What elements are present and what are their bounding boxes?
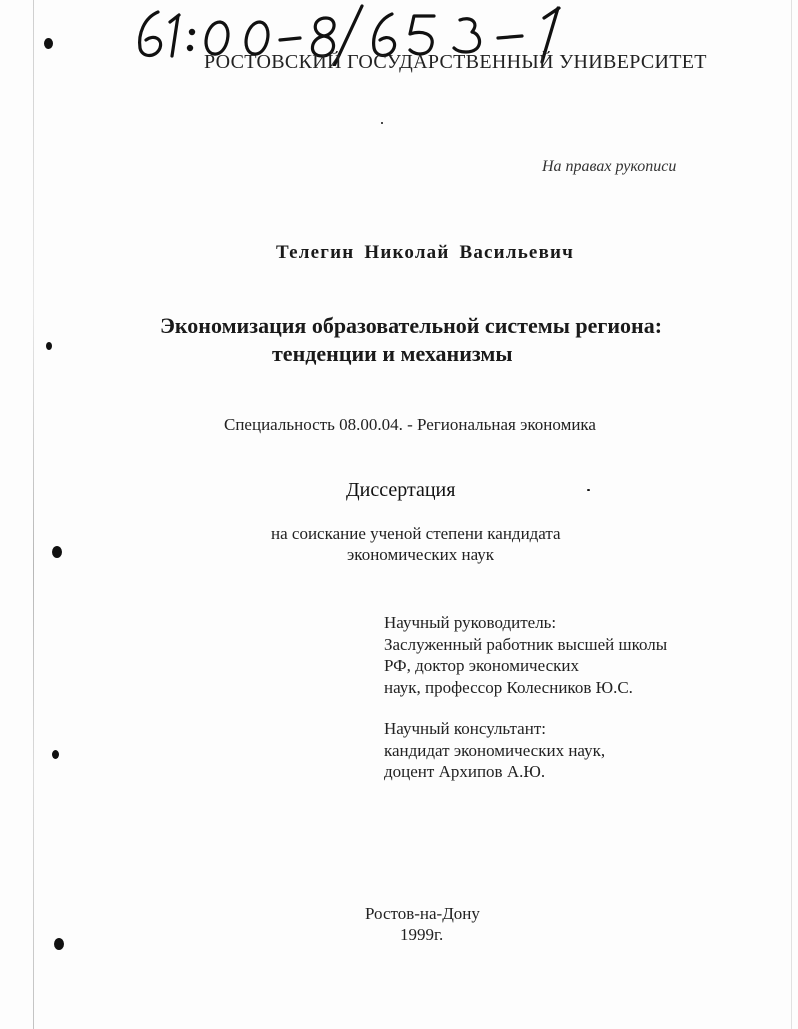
punch-mark: [54, 938, 64, 950]
consultant-block: [384, 718, 605, 783]
degree-line-1: на соискание ученой степени кандидата: [271, 524, 561, 543]
speck: [381, 122, 383, 124]
speck: [587, 489, 590, 491]
place: Ростов-на-Дону: [365, 904, 480, 923]
year: 1999г.: [400, 925, 444, 944]
supervisor-line: наук, профессор Колесников Ю.С.: [384, 677, 633, 697]
author-name: Телегин Николай Васильевич: [276, 242, 575, 263]
degree-line-2: экономических наук: [347, 545, 495, 564]
rights-note: На правах рукописи: [542, 158, 677, 175]
dissertation-title-line-1: Экономизация образовательной системы региона:: [160, 313, 663, 338]
document-type: Диссертация: [346, 479, 456, 501]
punch-mark: [52, 750, 59, 759]
consultant-line: доцент Архипов А.Ю.: [384, 762, 546, 781]
supervisor-block: [384, 612, 667, 698]
consultant-line: кандидат экономических наук,: [384, 740, 606, 760]
dissertation-title-line-2: тенденции и механизмы: [272, 341, 513, 366]
supervisor-heading: Научный руководитель:: [384, 613, 557, 632]
binding-edge-line: [33, 0, 34, 1029]
punch-mark: [52, 546, 62, 558]
punch-mark: [46, 342, 52, 350]
consultant-heading: Научный консультант:: [384, 719, 546, 738]
supervisor-line: Заслуженный работник высшей школы: [384, 634, 668, 654]
supervisor-line: РФ, доктор экономических: [384, 656, 579, 675]
university-name: РОСТОВСКИЙ ГОСУДАРСТВЕННЫЙ УНИВЕРСИТЕТ: [204, 51, 707, 73]
right-edge-line: [791, 0, 792, 1029]
punch-mark: [44, 38, 53, 49]
specialty: Специальность 08.00.04. - Региональная экономика: [224, 415, 596, 434]
